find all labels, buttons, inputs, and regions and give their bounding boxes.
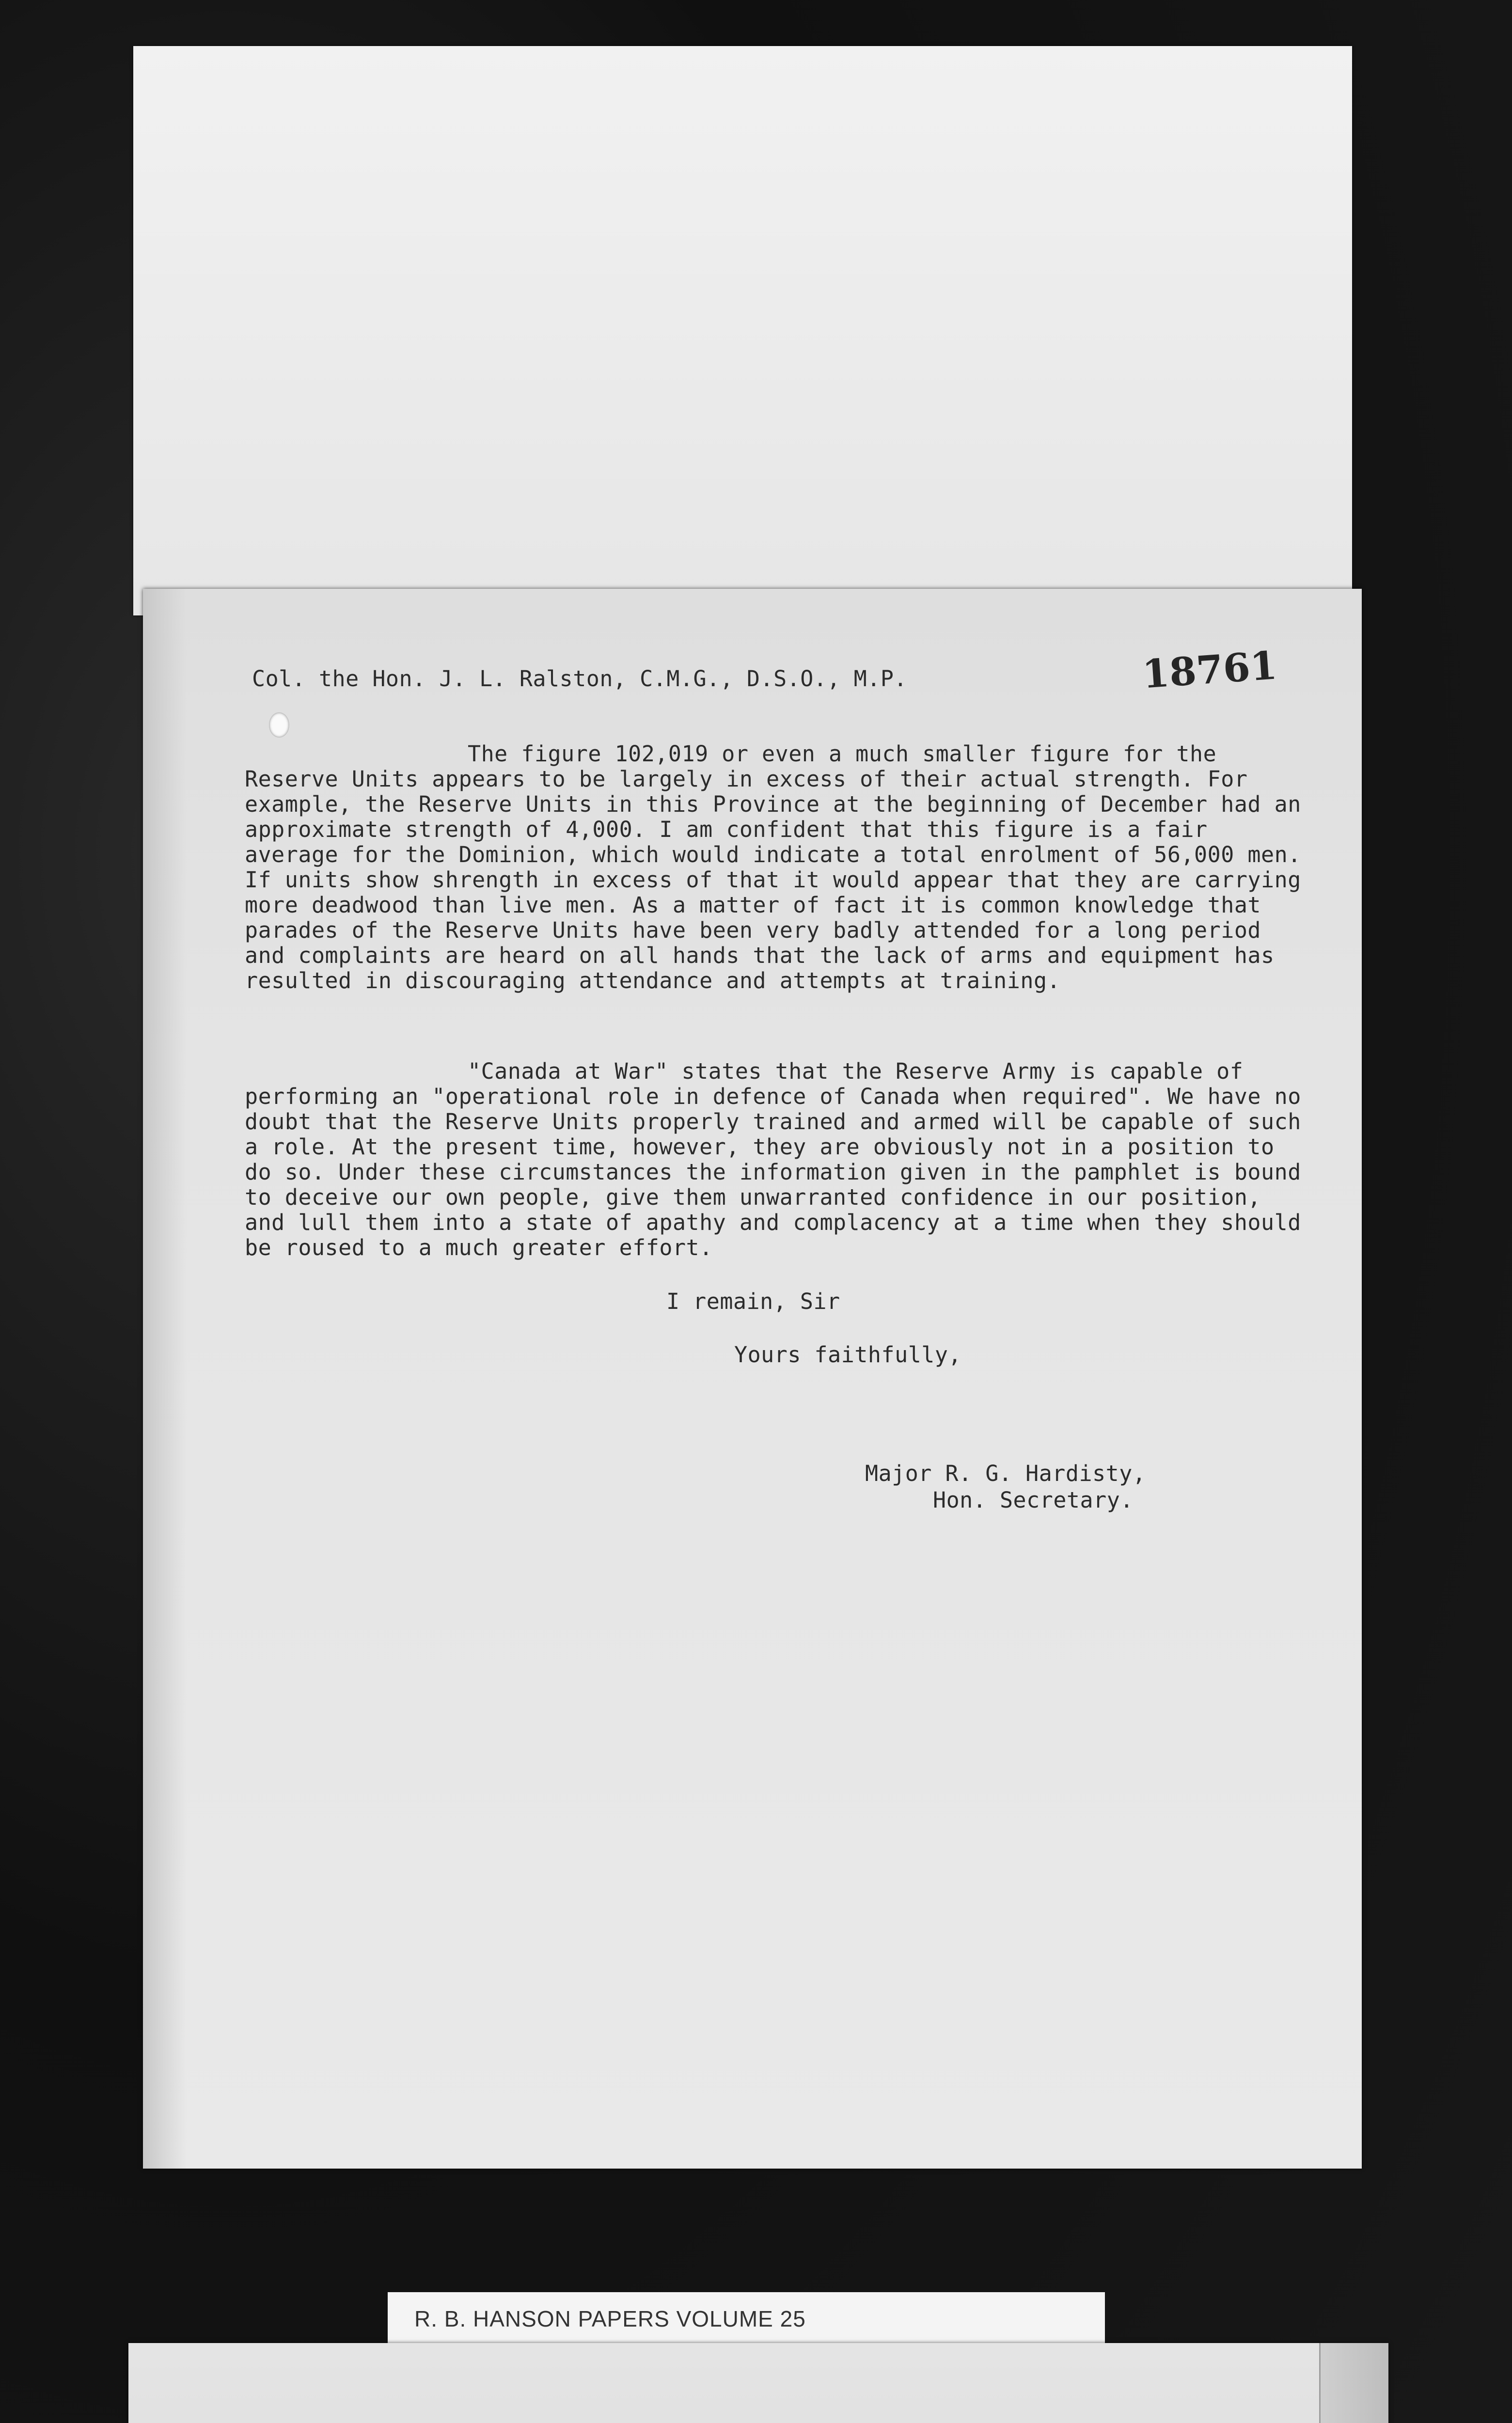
- archives-card: [128, 2343, 1388, 2423]
- paragraph-2-text: "Canada at War" states that the Reserve Army is capable of performing an "operational role in defence of Canada when required". We have no doubt that the Reserve Units properly trained and armed will be capable of such a role. At the present time, however, they are obviously not in a position to do so. Under these circumstances the information given in the pamphlet is bound to deceive our own people, give them unwarranted confidence in our position, and lull them into a state of apathy and complacency at a time when they should be roused to a much greater effort.: [245, 1058, 1301, 1260]
- signature-name: Major R. G. Hardisty,: [865, 1461, 1146, 1486]
- letter-page: [143, 589, 1362, 2169]
- closing-line: I remain, Sir: [666, 1289, 840, 1314]
- card-edge: [1319, 2343, 1388, 2423]
- archive-tag-strip: [388, 2292, 1105, 2345]
- signature-title: Hon. Secretary.: [933, 1487, 1134, 1513]
- punch-hole: [269, 712, 289, 738]
- addressee-line: Col. the Hon. J. L. Ralston, C.M.G., D.S.O., M.P.: [252, 666, 908, 692]
- blank-top-sheet: [133, 46, 1352, 615]
- archive-tag-label: R. B. HANSON PAPERS VOLUME 25: [414, 2306, 806, 2331]
- paragraph-1-text: The figure 102,019 or even a much smaller figure for the Reserve Units appears to be largely in excess of their actual strength. For example, the Reserve Units in this Province at the beginning of December had an approximate strength of 4,000. I am confident that this figure is a fair average for the Dominion, which would indicate a total enrolment of 56,000 men. If units show shrength in excess of that it would appear that they are carrying more deadwood than live men. As a matter of fact it is common knowledge that parades of the Reserve Units have been very badly attended for a long period and complaints are heard on all hands that the lack of arms and equipment has resulted in discouraging attendance and attempts at training.: [245, 741, 1301, 993]
- file-number: 18761: [1140, 642, 1278, 697]
- paragraph-2: [245, 1059, 1301, 1260]
- valediction: Yours faithfully,: [734, 1342, 962, 1368]
- paragraph-1: [245, 741, 1301, 993]
